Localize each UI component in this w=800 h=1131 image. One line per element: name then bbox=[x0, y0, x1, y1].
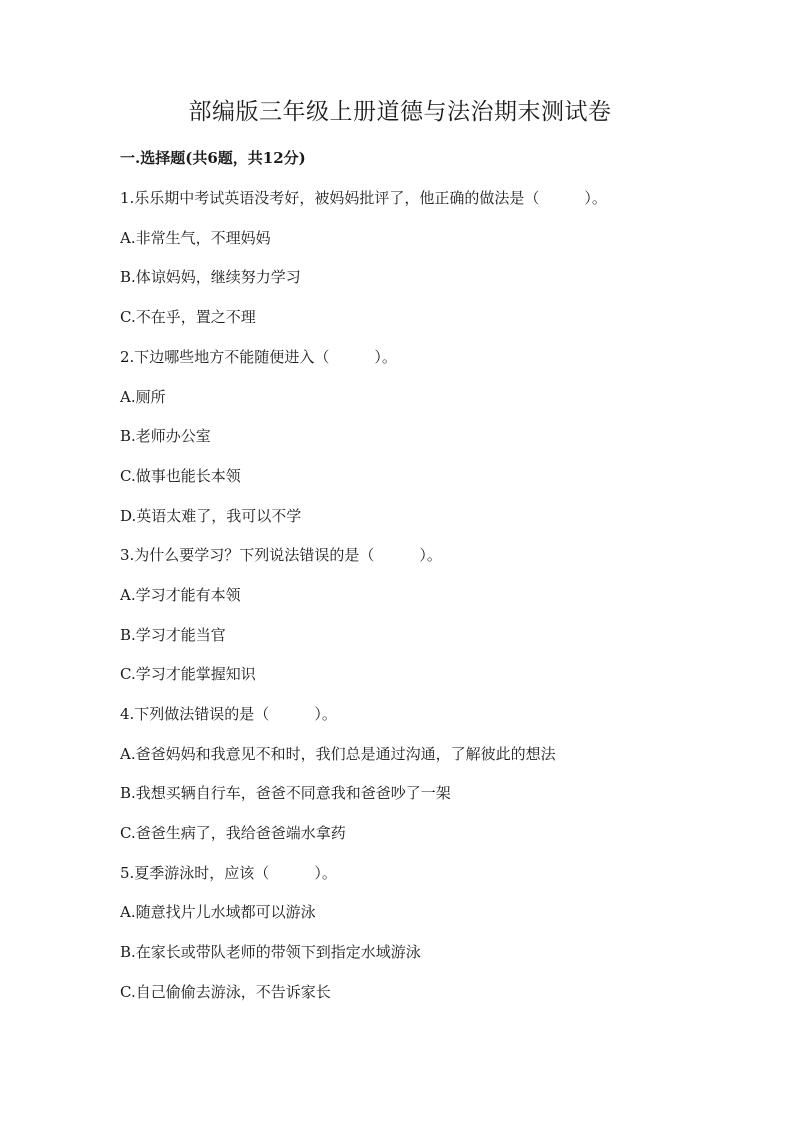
page-title: 部编版三年级上册道德与法治期末测试卷 bbox=[188, 99, 612, 125]
question-1-option-a: A.非常生气，不理妈妈 bbox=[120, 229, 271, 247]
question-2-option-c: C.做事也能长本领 bbox=[120, 467, 241, 485]
question-3-option-a: A.学习才能有本领 bbox=[120, 586, 241, 604]
question-5-option-c: C.自己偷偷去游泳，不告诉家长 bbox=[120, 983, 331, 1001]
section-heading: 一.选择题(共6题，共12分) bbox=[120, 149, 306, 167]
question-5-option-a: A.随意找片儿水域都可以游泳 bbox=[120, 903, 316, 921]
question-2-option-b: B.老师办公室 bbox=[120, 427, 211, 445]
question-3-option-b: B.学习才能当官 bbox=[120, 626, 226, 644]
question-1-option-c: C.不在乎，置之不理 bbox=[120, 308, 256, 326]
question-2: 2.下边哪些地方不能随便进入（ ）。 bbox=[120, 348, 397, 366]
question-3-option-c: C.学习才能掌握知识 bbox=[120, 665, 256, 683]
question-1-option-b: B.体谅妈妈，继续努力学习 bbox=[120, 268, 301, 286]
question-4-option-c: C.爸爸生病了，我给爸爸端水拿药 bbox=[120, 824, 346, 842]
question-2-option-a: A.厕所 bbox=[120, 388, 166, 406]
question-4-option-b: B.我想买辆自行车，爸爸不同意我和爸爸吵了一架 bbox=[120, 784, 451, 802]
question-1: 1.乐乐期中考试英语没考好，被妈妈批评了，他正确的做法是（ ）。 bbox=[120, 189, 607, 207]
question-3: 3.为什么要学习？下列说法错误的是（ ）。 bbox=[120, 546, 442, 564]
question-2-option-d: D.英语太难了，我可以不学 bbox=[120, 507, 302, 525]
question-4-option-a: A.爸爸妈妈和我意见不和时，我们总是通过沟通，了解彼此的想法 bbox=[120, 745, 556, 763]
question-5: 5.夏季游泳时，应该（ ）。 bbox=[120, 864, 337, 882]
question-5-option-b: B.在家长或带队老师的带领下到指定水域游泳 bbox=[120, 943, 421, 961]
question-4: 4.下列做法错误的是（ ）。 bbox=[120, 705, 337, 723]
